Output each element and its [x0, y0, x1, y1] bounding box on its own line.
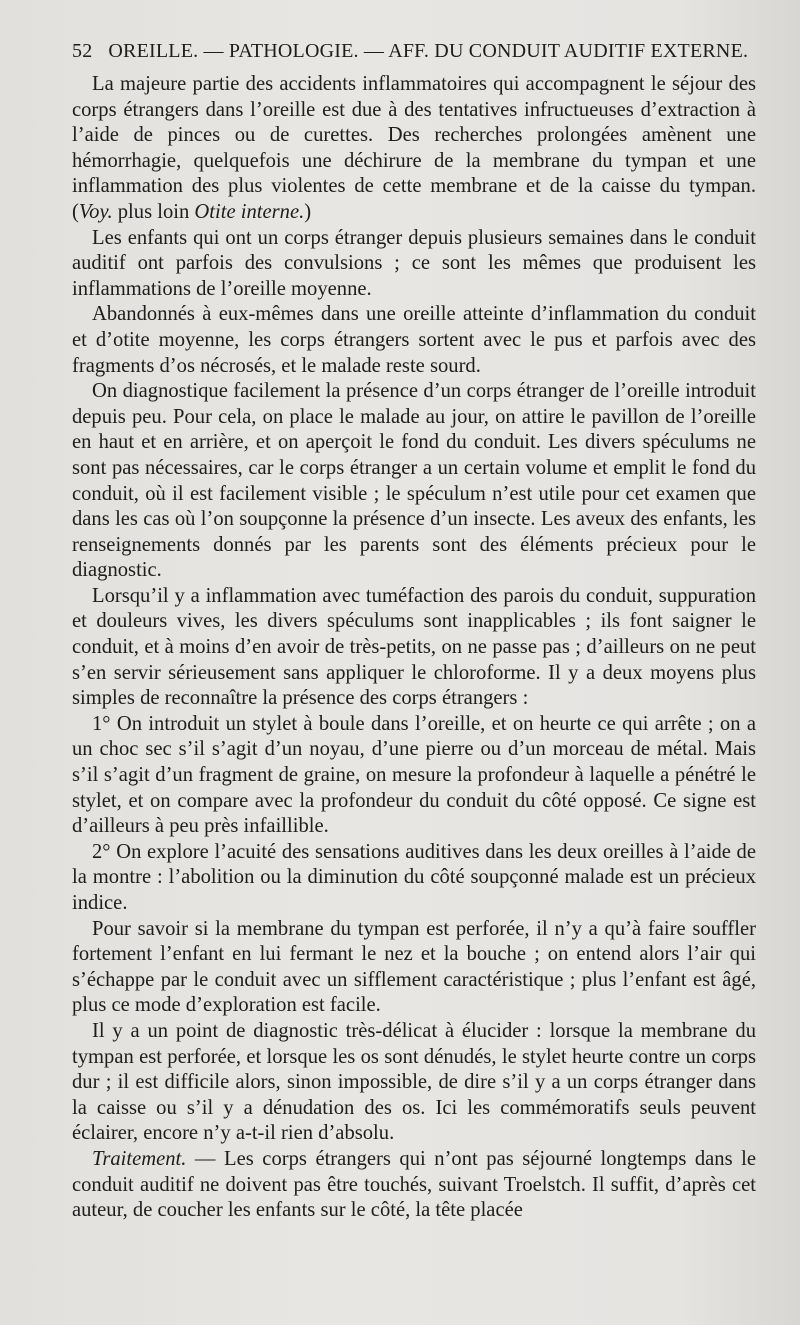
- paragraph-delicate-diagnosis: Il y a un point de diagnostic très-délicat à élucider : lorsque la membrane du tympan est perforée, et lorsque les os sont dénudés, le stylet heurte contre un corps dur ; il est difficile alors, sinon impossible, de dire s’il y a un corps étranger dans la caisse ou s’il y a dénudation des os. Ici les commémoratifs seuls peuvent éclairer, encore n’y a-t-il rien d’absolu.: [72, 1019, 756, 1145]
- paragraph-method-watch: 2° On explore l’acuité des sensations auditives dans les deux oreilles à l’aide de la montre : l’abolition ou la diminution du côté soupçonné malade est un précieux indice.: [72, 840, 756, 914]
- paragraph-method-stylet: 1° On introduit un stylet à boule dans l’oreille, et on heurte ce qui arrête ; on a un choc sec s’il s’agit d’un noyau, d’une pierre ou d’un morceau de métal. Mais s’il s’agit d’un fragment de graine, on mesure la profondeur à laquelle a pénétré le stylet, et on compare avec la profondeur du conduit du côté opposé. Ce signe est d’ailleurs à peu près infaillible.: [72, 712, 756, 838]
- running-title: OREILLE. — PATHOLOGIE. — AFF. DU CONDUIT AUDITIF EXTERNE.: [108, 40, 749, 62]
- paragraph-convulsions: Les enfants qui ont un corps étranger depuis plusieurs semaines dans le conduit auditif ont parfois des convulsions ; ce sont les mêmes que produisent les inflammations de l’oreille moyenne.: [72, 226, 756, 300]
- page-number: 52: [72, 40, 93, 62]
- paragraph-diagnosis: On diagnostique facilement la présence d’un corps étranger de l’oreille introduit depuis peu. Pour cela, on place le malade au jour, on attire le pavillon de l’oreille en haut et en arrière, et on aperçoit le fond du conduit. Les divers spéculums ne sont pas nécessaires, car le corps étranger a un certain volume et emplit le fond du conduit, où il est facilement visible ; le spéculum n’est utile pour cet examen que dans les cas où l’on soupçonne la présence d’un insecte. Les aveux des enfants, les renseignements donnés par les parents sont des éléments précieux pour le diagnostic.: [72, 380, 756, 582]
- paragraph-treatment: Traitement. — Les corps étrangers qui n’ont pas séjourné longtemps dans le conduit auditif ne doivent pas être touchés, suivant Troelstch. Il suffit, d’après cet auteur, de coucher les enfants sur le côté, la tête placée: [72, 1147, 756, 1222]
- running-header: [72, 40, 752, 63]
- body-text: [72, 72, 756, 1224]
- paragraph-perforation-test: Pour savoir si la membrane du tympan est perforée, il n’y a qu’à faire souffler fortement l’enfant en lui fermant le nez et la bouche ; on entend alors l’air qui s’échappe par le conduit avec un sifflement caractéristique ; plus l’enfant est âgé, plus ce mode d’exploration est facile.: [72, 917, 756, 1017]
- paragraph-left-alone: Abandonnés à eux-mêmes dans une oreille atteinte d’inflammation du conduit et d’otite moyenne, les corps étrangers sortent avec le pus et parfois avec des fragments d’os nécrosés, et le malade reste sourd.: [72, 303, 756, 377]
- paragraph-foreign-body-inflammation: La majeure partie des accidents inflammatoires qui accompagnent le séjour des corps étrangers dans l’oreille est due à des tentatives infructueuses d’extraction à l’aide de pinces ou de curettes. Des recherches prolongées amènent une hémorrhagie, quelquefois une déchirure de la membrane du tympan et une inflammation des plus violentes de cette membrane et de la caisse du tympan. (Voy. plus loin Otite interne.): [72, 73, 756, 223]
- paragraph-inflammation-speculum: Lorsqu’il y a inflammation avec tuméfaction des parois du conduit, suppuration et douleurs vives, les divers spéculums sont inapplicables ; ils font saigner le conduit, et à moins d’en avoir de très-petits, on ne passe pas ; d’ailleurs on ne peut s’en servir sérieusement sans appliquer le chloroforme. Il y a deux moyens plus simples de reconnaître la présence des corps étrangers :: [72, 584, 756, 710]
- treatment-heading: Traitement.: [92, 1147, 187, 1170]
